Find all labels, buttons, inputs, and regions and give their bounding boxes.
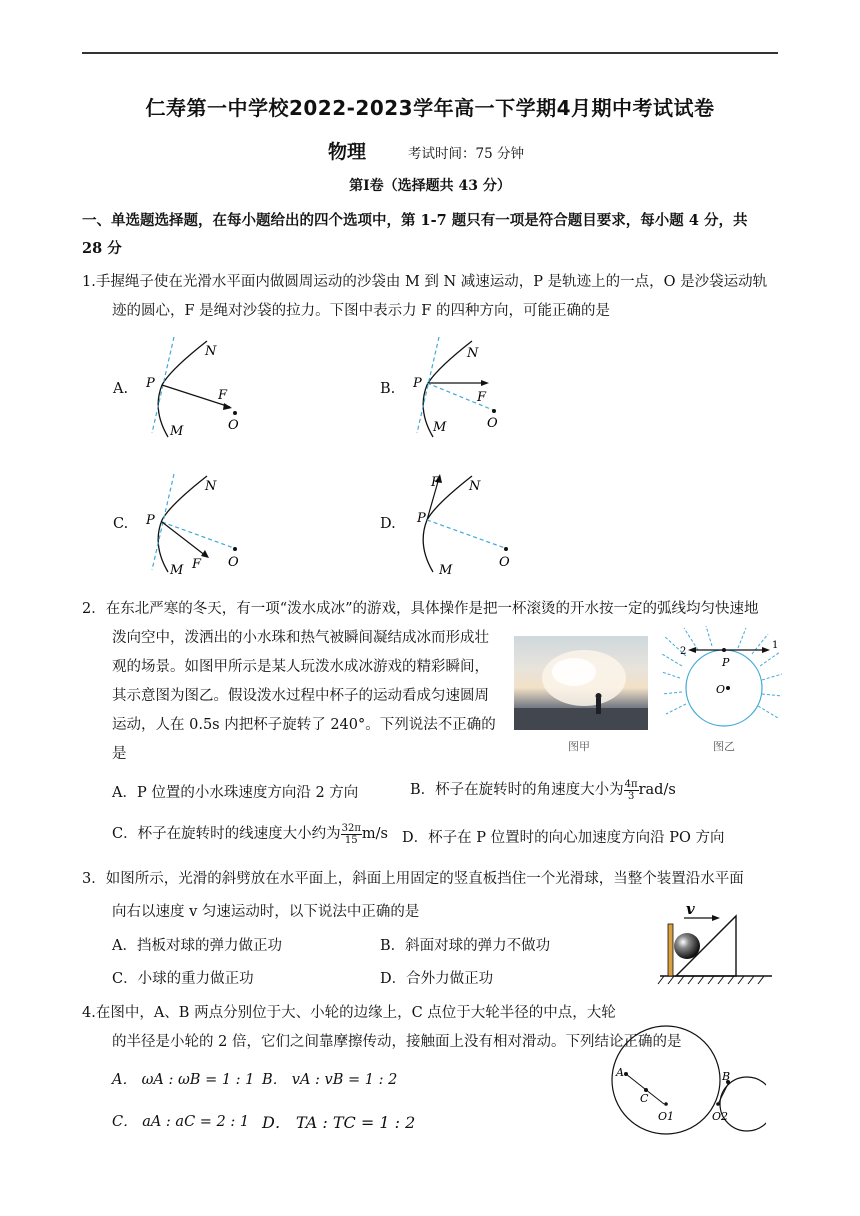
q1-figure-b (405, 335, 525, 445)
q4-option-a: A． ωA : ωB = 1 : 1 (112, 1072, 255, 1088)
q1-option-a: A. (113, 381, 129, 397)
q2-caption-b: 图乙 (713, 740, 735, 753)
svg-text:F: F (192, 557, 202, 572)
svg-text:B: B (722, 1070, 731, 1083)
svg-text:P: P (146, 513, 155, 528)
svg-text:N: N (205, 344, 217, 359)
q2-option-d: D．杯子在 P 位置时的向心加速度方向沿 PO 方向 (402, 830, 725, 846)
section-instructions (82, 207, 782, 263)
svg-text:N: N (467, 346, 479, 361)
svg-text:F: F (431, 475, 441, 490)
q1-option-d: D. (380, 516, 396, 532)
svg-text:M: M (170, 424, 184, 439)
svg-text:P: P (413, 376, 422, 391)
q1-line-1: 1.手握绳子使在光滑水平面内做圆周运动的沙袋由 M 到 N 减速运动，P 是轨迹上的一点，O 是沙袋运动轨 (82, 274, 768, 290)
svg-text:A: A (616, 1066, 624, 1079)
svg-text:N: N (205, 479, 217, 494)
svg-text:O: O (499, 555, 510, 570)
q2-option-c-fraction: $\frac{32\pi}{15}$ (341, 822, 361, 846)
svg-text:M: M (439, 563, 453, 578)
section-line-2: 28 分 (82, 240, 122, 257)
svg-text:N: N (469, 479, 481, 494)
q4-option-c: C． aA : aC = 2 : 1 (112, 1114, 250, 1130)
svg-text:O2: O2 (712, 1110, 729, 1123)
q1-option-c: C. (113, 516, 129, 532)
svg-text:O1: O1 (658, 1110, 675, 1123)
q3-option-d: D．合外力做正功 (380, 971, 494, 987)
section-line-1: 一、单选题选择题，在每小题给出的四个选项中，第 1-7 题只有一项是符合题目要求，每小题 4 分，共 (82, 212, 748, 229)
exam-title: 仁寿第一中学校2022-2023学年高一下学期4月期中考试试卷 (145, 96, 715, 120)
q1-figure-a (140, 335, 260, 445)
q2-option-c: C．杯子在旋转时的线速度大小约为 $\frac{32\pi}{15}$ m/s (112, 822, 388, 846)
svg-text:M: M (170, 563, 184, 578)
svg-text:2: 2 (680, 646, 687, 657)
q2-line-2: 泼向空中，泼洒出的小水珠和热气被瞬间凝结成冰而形成壮 (112, 630, 489, 646)
q1-option-b: B. (380, 381, 396, 397)
q4-wheels-diagram (606, 1024, 766, 1139)
svg-text:O: O (228, 418, 239, 433)
q2-line-3: 观的场景。如图甲所示是某人玩泼水成冰游戏的精彩瞬间， (112, 659, 489, 675)
part-heading: 第Ⅰ卷（选择题共 43 分） (349, 178, 511, 194)
q3-option-a: A．挡板对球的弹力做正功 (112, 938, 282, 954)
q2-option-a: A．P 位置的小水珠速度方向沿 2 方向 (112, 785, 359, 801)
q4-line-2: 的半径是小轮的 2 倍，它们之间靠摩擦传动，接触面上没有相对滑动。下列结论正确的是 (112, 1034, 682, 1050)
svg-text:P: P (146, 376, 155, 391)
q2-diagram (662, 626, 782, 736)
q1-figure-d (405, 470, 525, 580)
svg-text:O: O (716, 683, 726, 696)
q4-option-d: D． TA : TC = 1 : 2 (262, 1113, 416, 1132)
q3-option-c: C．小球的重力做正功 (112, 971, 254, 987)
q2-option-b-fraction: $\frac{4\pi}{3}$ (624, 778, 638, 802)
q3-line-2: 向右以速度 v 匀速运动时，以下说法中正确的是 (112, 904, 420, 920)
q4-option-b: B． vA : vB = 1 : 2 (262, 1072, 398, 1088)
q2-line-4: 其示意图为图乙。假设泼水过程中杯子的运动看成匀速圆周 (112, 688, 489, 704)
exam-time: 考试时间：75 分钟 (408, 146, 524, 162)
q2-caption-a: 图甲 (568, 740, 590, 753)
svg-text:F: F (477, 390, 487, 405)
q3-diagram (656, 898, 776, 988)
svg-text:C: C (640, 1092, 649, 1105)
q1-figure-c (140, 470, 260, 580)
q3-line-1: 3．如图所示，光滑的斜劈放在水平面上，斜面上用固定的竖直板挡住一个光滑球，当整个装置沿水平面 (82, 871, 744, 887)
svg-text:O: O (228, 555, 239, 570)
svg-text:P: P (417, 511, 426, 526)
svg-text:P: P (722, 656, 730, 669)
q1-line-2: 迹的圆心，F 是绳对沙袋的拉力。下图中表示力 F 的四种方向，可能正确的是 (112, 303, 610, 319)
q2-line-1: 2．在东北严寒的冬天，有一项“泼水成冰”的游戏，具体操作是把一杯滚烫的开水按一定的弧线均匀快速地 (82, 601, 759, 617)
q3-option-b: B．斜面对球的弹力不做功 (380, 938, 551, 954)
q4-line-1: 4.在图中，A、B 两点分别位于大、小轮的边缘上，C 点位于大轮半径的中点，大轮 (82, 1005, 616, 1021)
top-rule (82, 52, 778, 54)
svg-text:F: F (218, 388, 228, 403)
q2-line-5: 运动，人在 0.5s 内把杯子旋转了 240°。下列说法不正确的 (112, 717, 496, 733)
subject-label: 物理 (328, 141, 367, 163)
svg-text:M: M (433, 420, 447, 435)
q2-option-b: B．杯子在旋转时的角速度大小为 $\frac{4\pi}{3}$ rad/s (410, 778, 676, 802)
q2-photo (514, 636, 648, 730)
svg-text:v: v (686, 900, 695, 918)
q2-line-6: 是 (112, 746, 127, 762)
svg-text:O: O (487, 416, 498, 431)
svg-text:1: 1 (772, 640, 779, 651)
